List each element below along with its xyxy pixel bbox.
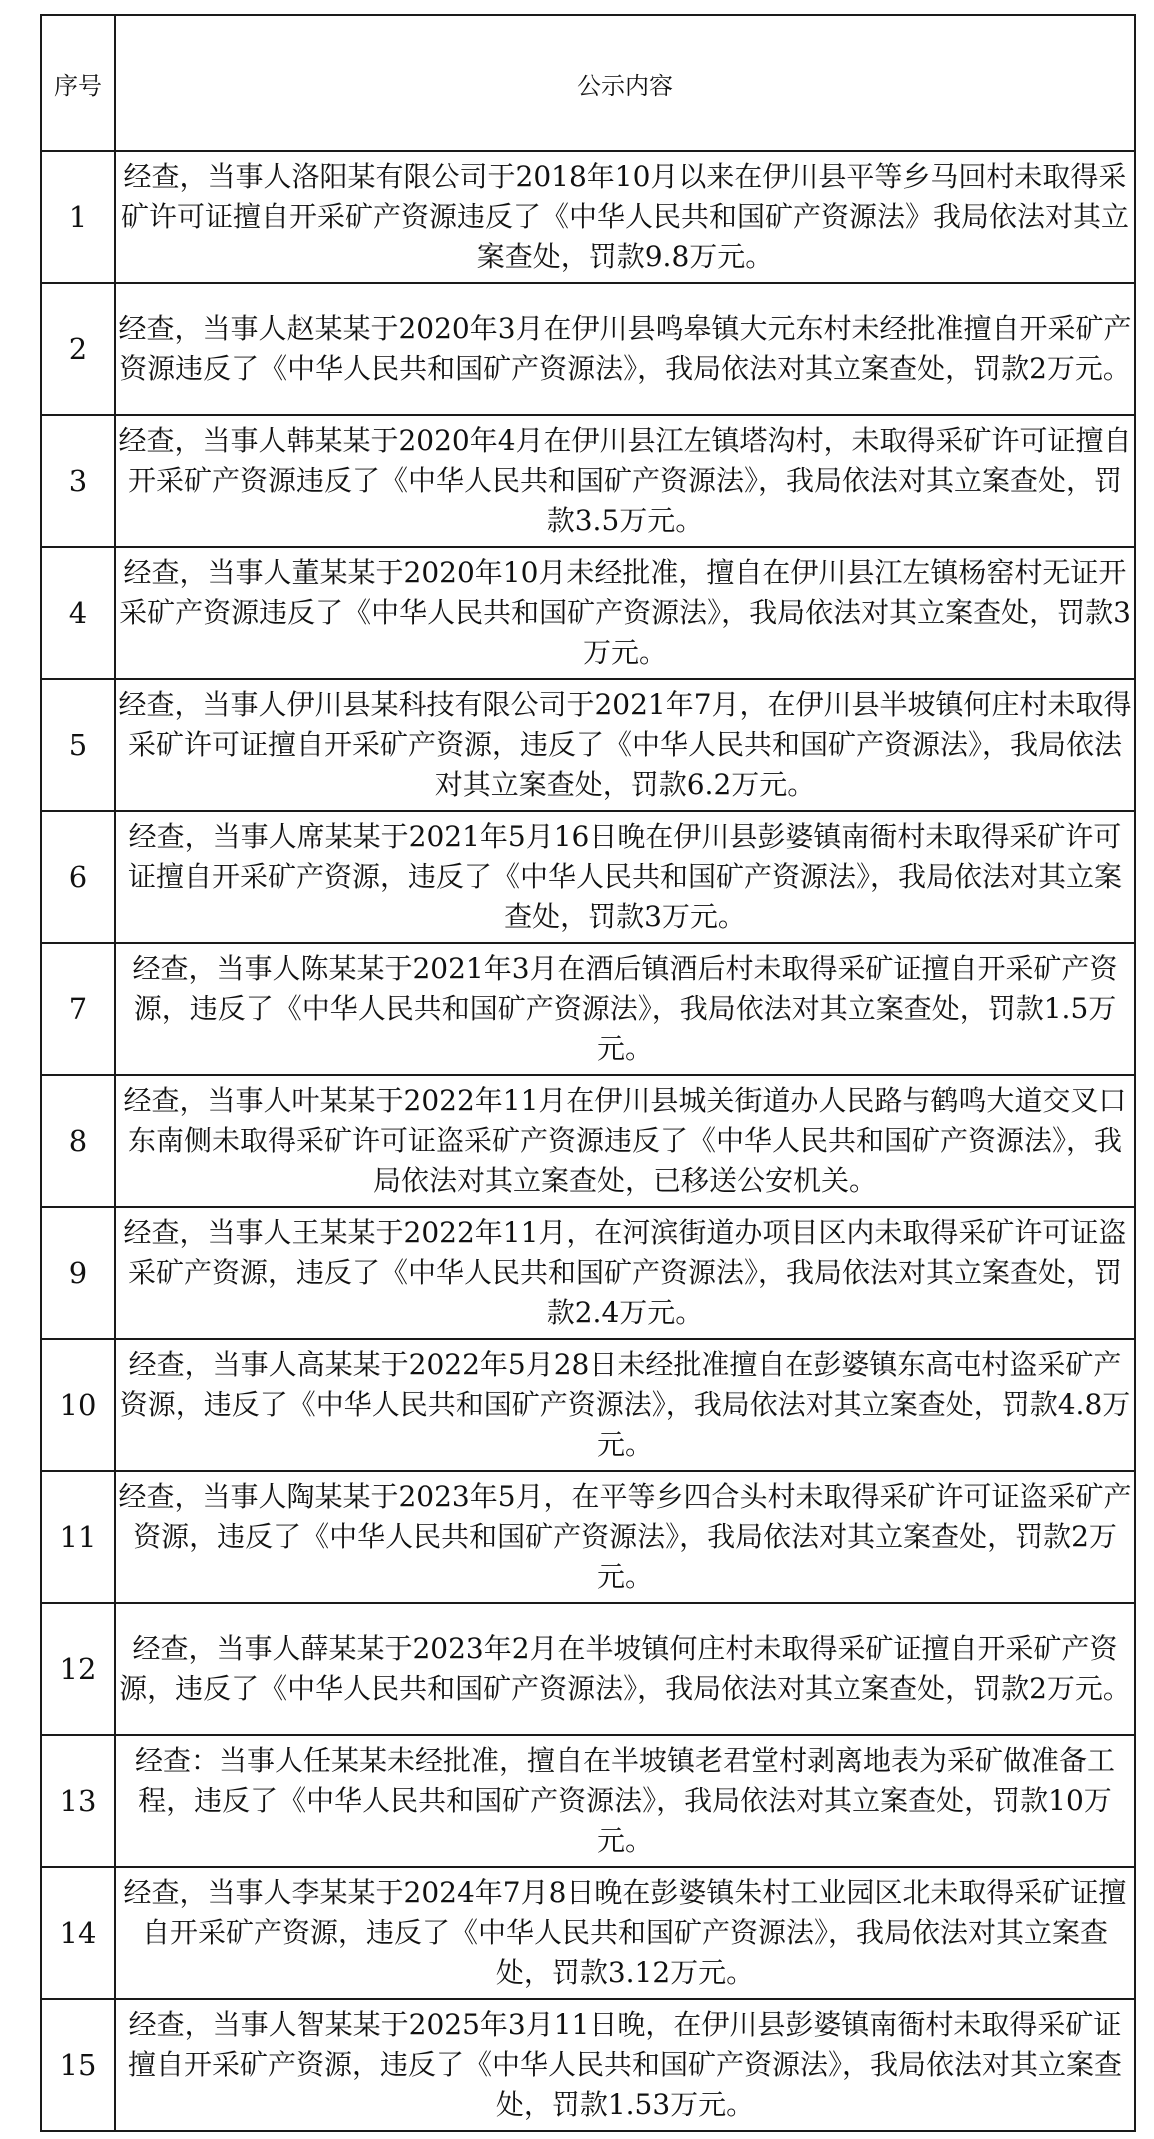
table-header xyxy=(41,15,1135,151)
table-row xyxy=(41,547,1135,679)
row-number: 2 xyxy=(41,283,115,415)
row-content: 经查，当事人伊川县某科技有限公司于2021年7月，在伊川县半坡镇何庄村未取得采矿许可证擅自开采矿产资源，违反了《中华人民共和国矿产资源法》，我局依法对其立案查处，罚款6.2万元。 xyxy=(115,679,1135,811)
row-content: 经查，当事人李某某于2024年7月8日晚在彭婆镇朱村工业园区北未取得采矿证擅自开采矿产资源，违反了《中华人民共和国矿产资源法》，我局依法对其立案查处，罚款3.12万元。 xyxy=(115,1867,1135,1999)
row-content: 经查，当事人叶某某于2022年11月在伊川县城关街道办人民路与鹤鸣大道交叉口东南侧未取得采矿许可证盗采矿产资源违反了《中华人民共和国矿产资源法》，我局依法对其立案查处，已移送公安机关。 xyxy=(115,1075,1135,1207)
table-row xyxy=(41,283,1135,415)
header-no: 序号 xyxy=(41,15,115,151)
row-number: 9 xyxy=(41,1207,115,1339)
table-row xyxy=(41,1471,1135,1603)
table-row xyxy=(41,1867,1135,1999)
row-number: 4 xyxy=(41,547,115,679)
row-content: 经查，当事人智某某于2025年3月11日晚，在伊川县彭婆镇南衙村未取得采矿证擅自开采矿产资源，违反了《中华人民共和国矿产资源法》，我局依法对其立案查处，罚款1.53万元。 xyxy=(115,1999,1135,2131)
table-row xyxy=(41,811,1135,943)
table-row xyxy=(41,1999,1135,2131)
row-content: 经查，当事人薛某某于2023年2月在半坡镇何庄村未取得采矿证擅自开采矿产资源，违反了《中华人民共和国矿产资源法》，我局依法对其立案查处，罚款2万元。 xyxy=(115,1603,1135,1735)
row-number: 10 xyxy=(41,1339,115,1471)
row-content: 经查，当事人王某某于2022年11月，在河滨街道办项目区内未取得采矿许可证盗采矿产资源，违反了《中华人民共和国矿产资源法》，我局依法对其立案查处，罚款2.4万元。 xyxy=(115,1207,1135,1339)
row-number: 12 xyxy=(41,1603,115,1735)
table-row xyxy=(41,943,1135,1075)
row-number: 1 xyxy=(41,151,115,283)
row-content: 经查，当事人韩某某于2020年4月在伊川县江左镇塔沟村，未取得采矿许可证擅自开采矿产资源违反了《中华人民共和国矿产资源法》，我局依法对其立案查处，罚款3.5万元。 xyxy=(115,415,1135,547)
row-content: 经查，当事人陈某某于2021年3月在酒后镇酒后村未取得采矿证擅自开采矿产资源，违反了《中华人民共和国矿产资源法》，我局依法对其立案查处，罚款1.5万元。 xyxy=(115,943,1135,1075)
row-content: 经查，当事人赵某某于2020年3月在伊川县鸣皋镇大元东村未经批准擅自开采矿产资源违反了《中华人民共和国矿产资源法》，我局依法对其立案查处，罚款2万元。 xyxy=(115,283,1135,415)
table-body xyxy=(41,151,1135,2131)
row-number: 8 xyxy=(41,1075,115,1207)
table-row xyxy=(41,1207,1135,1339)
row-number: 3 xyxy=(41,415,115,547)
header-row xyxy=(41,15,1135,151)
row-number: 13 xyxy=(41,1735,115,1867)
table-row xyxy=(41,415,1135,547)
row-number: 11 xyxy=(41,1471,115,1603)
row-content: 经查，当事人高某某于2022年5月28日未经批准擅自在彭婆镇东高屯村盗采矿产资源，违反了《中华人民共和国矿产资源法》，我局依法对其立案查处，罚款4.8万元。 xyxy=(115,1339,1135,1471)
row-content: 经查，当事人席某某于2021年5月16日晚在伊川县彭婆镇南衙村未取得采矿许可证擅自开采矿产资源，违反了《中华人民共和国矿产资源法》，我局依法对其立案查处，罚款3万元。 xyxy=(115,811,1135,943)
notice-table xyxy=(40,14,1136,2132)
row-number: 14 xyxy=(41,1867,115,1999)
row-content: 经查：当事人任某某未经批准，擅自在半坡镇老君堂村剥离地表为采矿做准备工程，违反了《中华人民共和国矿产资源法》，我局依法对其立案查处，罚款10万元。 xyxy=(115,1735,1135,1867)
table-row xyxy=(41,1735,1135,1867)
table-row xyxy=(41,1075,1135,1207)
row-number: 15 xyxy=(41,1999,115,2131)
row-content: 经查，当事人洛阳某有限公司于2018年10月以来在伊川县平等乡马回村未取得采矿许可证擅自开采矿产资源违反了《中华人民共和国矿产资源法》我局依法对其立案查处，罚款9.8万元。 xyxy=(115,151,1135,283)
row-content: 经查，当事人董某某于2020年10月未经批准，擅自在伊川县江左镇杨窑村无证开采矿产资源违反了《中华人民共和国矿产资源法》，我局依法对其立案查处，罚款3万元。 xyxy=(115,547,1135,679)
table-row xyxy=(41,1339,1135,1471)
header-content: 公示内容 xyxy=(115,15,1135,151)
row-number: 5 xyxy=(41,679,115,811)
row-number: 7 xyxy=(41,943,115,1075)
row-content: 经查，当事人陶某某于2023年5月，在平等乡四合头村未取得采矿许可证盗采矿产资源，违反了《中华人民共和国矿产资源法》，我局依法对其立案查处，罚款2万元。 xyxy=(115,1471,1135,1603)
table-row xyxy=(41,1603,1135,1735)
table-row xyxy=(41,151,1135,283)
row-number: 6 xyxy=(41,811,115,943)
table-row xyxy=(41,679,1135,811)
